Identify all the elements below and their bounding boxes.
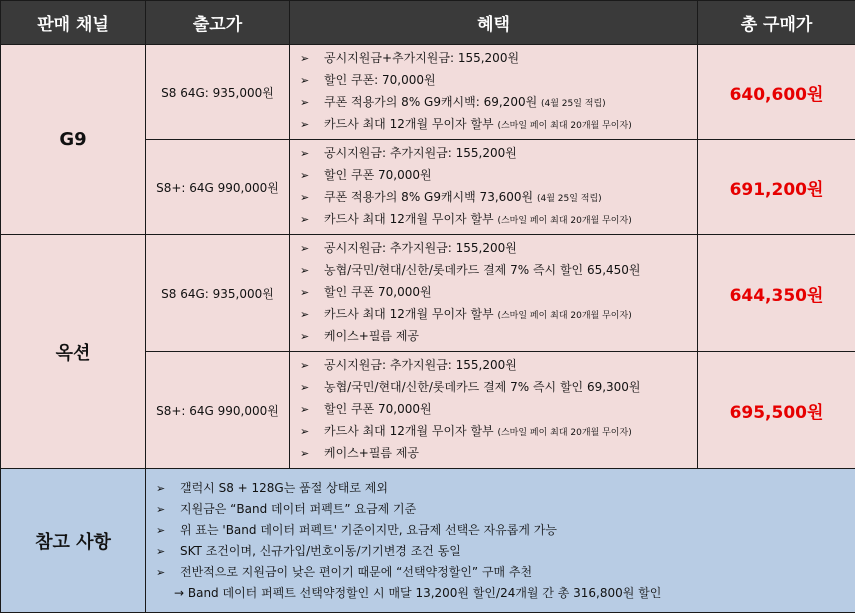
header-benefit: 혜택	[290, 1, 698, 45]
benefit-item: ➢ 카드사 최대 12개월 무이자 할부 (스마일 페이 최대 20개월 무이자)	[300, 114, 697, 136]
notes-label: 참고 사항	[1, 469, 146, 613]
benefit-item: ➢ 카드사 최대 12개월 무이자 할부 (스마일 페이 최대 20개월 무이자)	[300, 209, 697, 231]
arrowhead-bullet-icon: ➢	[300, 144, 324, 164]
benefit-item: ➢ 농협/국민/현대/신한/롯데카드 결제 7% 즉시 할인 65,450원	[300, 260, 697, 282]
benefit-cell	[290, 45, 698, 140]
arrowhead-bullet-icon: ➢	[156, 500, 180, 520]
note-item: ➢ 위 표는 'Band 데이터 퍼펙트' 기준이지만, 요금제 선택은 자유롭게 가능	[156, 520, 855, 541]
arrowhead-bullet-icon: ➢	[300, 356, 324, 376]
header-total: 총 구매가	[698, 1, 855, 45]
benefit-item: ➢ 케이스+필름 제공	[300, 443, 697, 465]
arrowhead-bullet-icon: ➢	[300, 239, 324, 259]
arrowhead-bullet-icon: ➢	[300, 93, 324, 113]
release-price: S8 64G: 935,000원	[146, 45, 290, 140]
header-price: 출고가	[146, 1, 290, 45]
release-price: S8 64G: 935,000원	[146, 235, 290, 352]
benefit-item: ➢ 할인 쿠폰 70,000원	[300, 165, 697, 187]
benefit-item: ➢ 공시지원금: 추가지원금: 155,200원	[300, 238, 697, 260]
benefit-item: ➢ 할인 쿠폰 70,000원	[300, 399, 697, 421]
benefit-item: ➢ 농협/국민/현대/신한/롯데카드 결제 7% 즉시 할인 69,300원	[300, 377, 697, 399]
arrowhead-bullet-icon: ➢	[300, 261, 324, 281]
channel-auction: 옥션	[1, 235, 146, 469]
benefit-item: ➢ 카드사 최대 12개월 무이자 할부 (스마일 페이 최대 20개월 무이자)	[300, 421, 697, 443]
benefit-item: ➢ 공시지원금: 추가지원금: 155,200원	[300, 355, 697, 377]
release-price: S8+: 64G 990,000원	[146, 352, 290, 469]
benefit-item: ➢ 공시지원금+추가지원금: 155,200원	[300, 48, 697, 70]
arrowhead-bullet-icon: ➢	[300, 71, 324, 91]
benefit-item: ➢ 공시지원금: 추가지원금: 155,200원	[300, 143, 697, 165]
header-channel: 판매 채널	[1, 1, 146, 45]
benefit-item: ➢ 케이스+필름 제공	[300, 326, 697, 348]
arrowhead-bullet-icon: ➢	[300, 188, 324, 208]
benefit-cell	[290, 352, 698, 469]
arrowhead-bullet-icon: ➢	[300, 400, 324, 420]
arrowhead-bullet-icon: ➢	[300, 283, 324, 303]
arrowhead-bullet-icon: ➢	[156, 521, 180, 541]
note-item: ➢ 지원금은 “Band 데이터 퍼펙트” 요금제 기준	[156, 499, 855, 520]
arrowhead-bullet-icon: ➢	[300, 378, 324, 398]
arrowhead-bullet-icon: ➢	[156, 479, 180, 499]
notes-cell	[146, 469, 855, 613]
arrowhead-bullet-icon: ➢	[300, 327, 324, 347]
benefit-cell	[290, 140, 698, 235]
notes-row	[1, 469, 855, 613]
release-price: S8+: 64G 990,000원	[146, 140, 290, 235]
total-price: 644,350원	[698, 235, 855, 352]
total-price: 691,200원	[698, 140, 855, 235]
total-price: 640,600원	[698, 45, 855, 140]
channel-g9: G9	[1, 45, 146, 235]
arrowhead-bullet-icon: ➢	[300, 422, 324, 442]
note-subitem: → Band 데이터 퍼펙트 선택약정할인 시 매달 13,200원 할인/24개월 간 총 316,800원 할인	[146, 583, 855, 603]
benefit-item: ➢ 쿠폰 적용가의 8% G9캐시백 73,600원 (4월 25일 적립)	[300, 187, 697, 209]
benefit-item: ➢ 쿠폰 적용가의 8% G9캐시백: 69,200원 (4월 25일 적립)	[300, 92, 697, 114]
note-item: ➢ SKT 조건이며, 신규가입/번호이동/기기변경 조건 동일	[156, 541, 855, 562]
arrowhead-bullet-icon: ➢	[300, 115, 324, 135]
arrowhead-bullet-icon: ➢	[156, 563, 180, 583]
benefit-item: ➢ 할인 쿠폰 70,000원	[300, 282, 697, 304]
table-row	[1, 45, 855, 140]
total-price: 695,500원	[698, 352, 855, 469]
table-row	[1, 235, 855, 352]
header-row	[1, 1, 855, 45]
arrowhead-bullet-icon: ➢	[300, 305, 324, 325]
benefit-item: ➢ 카드사 최대 12개월 무이자 할부 (스마일 페이 최대 20개월 무이자)	[300, 304, 697, 326]
benefit-item: ➢ 할인 쿠폰: 70,000원	[300, 70, 697, 92]
benefit-cell	[290, 235, 698, 352]
note-item: ➢ 갤럭시 S8 + 128G는 품절 상태로 제외	[156, 478, 855, 499]
arrowhead-bullet-icon: ➢	[300, 210, 324, 230]
note-item: ➢ 전반적으로 지원금이 낮은 편이기 때문에 “선택약정할인” 구매 추천	[156, 562, 855, 583]
arrowhead-bullet-icon: ➢	[300, 444, 324, 464]
arrowhead-bullet-icon: ➢	[300, 49, 324, 69]
arrowhead-bullet-icon: ➢	[300, 166, 324, 186]
arrowhead-bullet-icon: ➢	[156, 542, 180, 562]
